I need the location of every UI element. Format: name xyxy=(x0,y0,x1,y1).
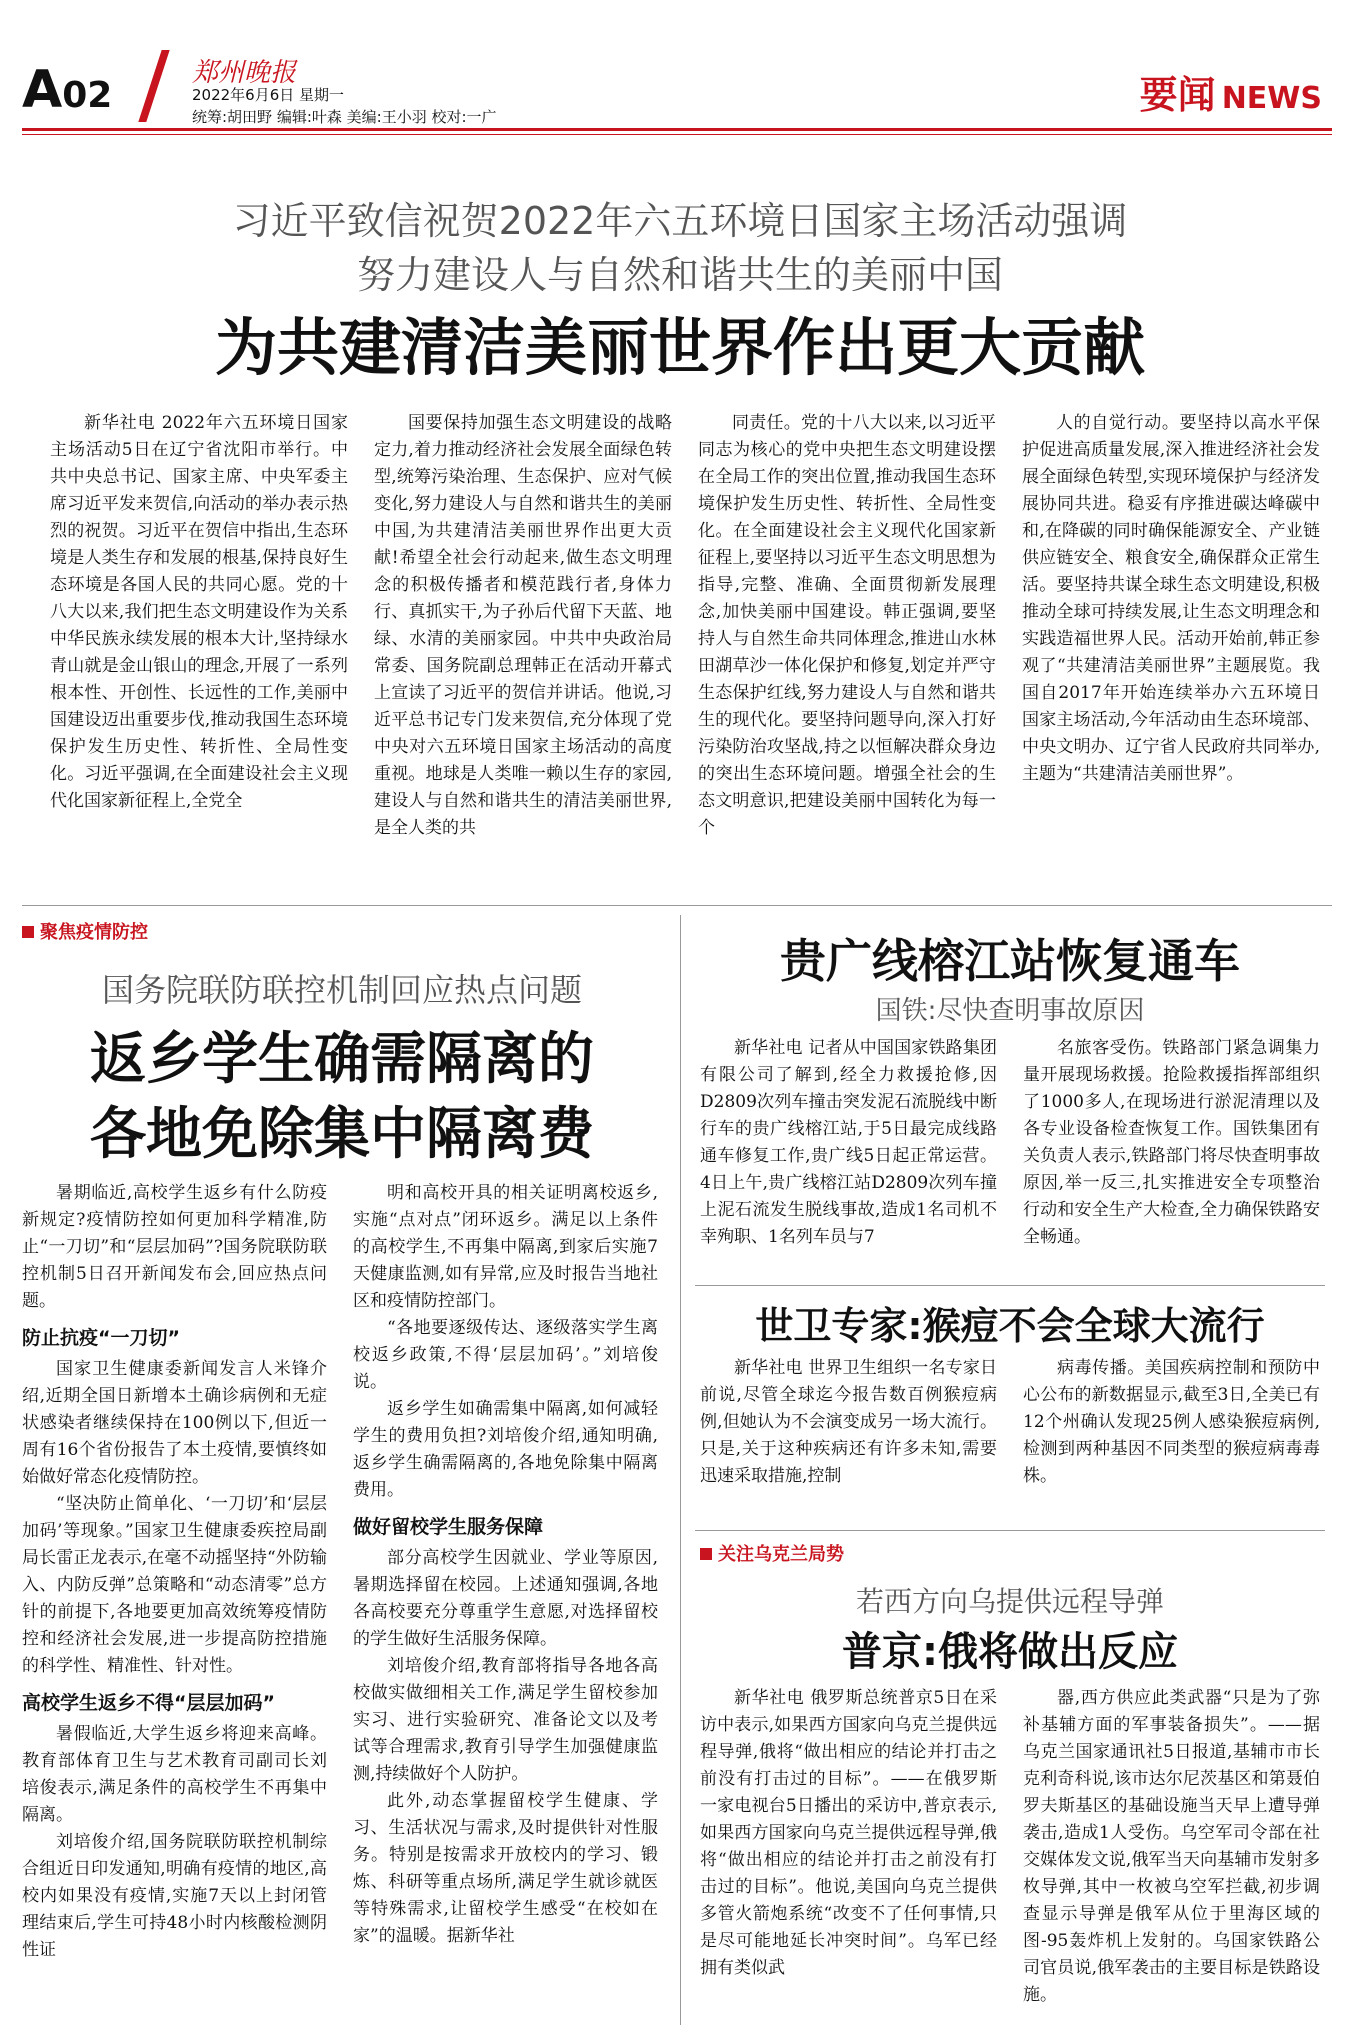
left-kicker: 国务院联防联控机制回应热点问题 xyxy=(101,971,582,1009)
top-kicker-1: 习近平致信祝贺2022年六五环境日国家主场活动强调 xyxy=(232,199,1128,243)
top-col-2: 国要保持加强生态文明建设的战略定力,着力推动经济社会发展全面绿色转型,统筹污染治理、生态保护、应对气候变化,努力建设人与自然和谐共生的美丽中国,为共建清洁美丽世界作出更大贡献!希望全社会行动起来,做生态文明理念的积极传播者和模范践行者,身体力行、真抓实干,为子孙后代留下天蓝、地绿、水清的美丽家园。中共中央政治局常委、国务院副总理韩正在活动开幕式上宣读了习近平的贺信并讲话。他说,习近平总书记专门发来贺信,充分体现了党中央对六五环境日国家主场活动的高度重视。地球是人类唯一赖以生存的家园,建设人与自然和谐共生的清洁美丽世界,是全人类的共 xyxy=(374,413,672,838)
left-col-2: 明和高校开具的相关证明离校返乡,实施“点对点”闭环返乡。满足以上条件的高校学生,不再集中隔离,到家后实施7天健康监测,如有异常,应及时报告当地社区和疫情防控部门。 “各地要逐级传达、逐级落实学生离校返乡政策,不得‘层层加码’。”刘培俊说。 返乡学生如确需集中隔离,如何减轻学生的费用负担?刘培俊介绍,通知明确,返乡学生确需隔离的,各地免除集中隔离费用。 做好留校学生服务保障 部分高校学生因就业、学业等原因,暑期选择留在校园。上述通知强调,各地各高校要充分尊重学生意愿,对选择留校的学生做好生活服务保障。 刘培俊介绍,教育部将指导各地各高校做实做细相关工作,满足学生留校参加实习、进行实验研究、准备论文以及考试等合理需求,教育引导学生加强健康监测,持续做好个人防护。 此外,动态掌握留校学生健康、学习、生活状况与需求,及时提供针对性服务。特别是按需求开放校内的学习、锻炼、科研等重点场所,满足学生就诊就医等特殊需求,让留校学生感受“在校如在家”的温暖。据新华社 xyxy=(353,1183,658,1946)
page-header xyxy=(22,50,1332,130)
left-col-1: 暑期临近,高校学生返乡有什么防疫新规定?疫情防控如何更加科学精准,防止“一刀切”和“层层加码”?国务院联防联控机制5日召开新闻发布会,回应热点问题。 防止抗疫“一刀切” 国家卫生健康委新闻发言人米锋介绍,近期全国日新增本土确诊病例和无症状感染者继续保持在100例以下,但近一周有16个省份报告了本土疫情,要慎终如始做好常态化疫情防控。 “坚决防止简单化、‘一刀切’和‘层层加码’等现象。”国家卫生健康委疾控局副局长雷正龙表示,在毫不动摇坚持“外防输入、内防反弹”总策略和“动态清零”总方针的前提下,各地要更加高效统筹疫情防控和经济社会发展,进一步提高防控措施的科学性、精准性、针对性。 高校学生返乡不得“层层加码” 暑假临近,大学生返乡将迎来高峰。教育部体育卫生与艺术教育司副司长刘培俊表示,满足条件的高校学生不再集中隔离。 刘培俊介绍,国务院联防联控机制综合组近日印发通知,明确有疫情的地区,高校内如果没有疫情,实施7天以上封闭管理结束后,学生可持48小时内核酸检测阴性证 xyxy=(22,1183,327,1960)
header-rule xyxy=(22,128,1332,131)
right2-col-1: 新华社电 世界卫生组织一名专家日前说,尽管全球迄今报告数百例猴痘病例,但她认为不会演变成另一场大流行。只是,关于这种疾病还有许多未知,需要迅速采取措施,控制 xyxy=(700,1358,997,1486)
top-kicker-2: 努力建设人与自然和谐共生的美丽中国 xyxy=(356,253,1003,297)
left-headline-2: 各地免除集中隔离费 xyxy=(90,1102,594,1167)
divider xyxy=(22,905,1332,906)
top-headline: 为共建清洁美丽世界作出更大贡献 xyxy=(214,311,1145,384)
header-rule-thin xyxy=(22,134,1332,135)
issue-date: 2022年6月6日 星期一 xyxy=(192,86,345,104)
right2-col-2: 病毒传播。美国疾病控制和预防中心公布的新数据显示,截至3日,全美已有12个州确认发现25例人感染猴痘病例,检测到两种基因不同类型的猴痘病毒毒株。 xyxy=(1023,1358,1320,1486)
top-story-body xyxy=(50,410,1320,842)
left-headline-1: 返乡学生确需隔离的 xyxy=(90,1027,594,1092)
divider xyxy=(695,1530,1325,1531)
staff-credits: 统筹:胡田野 编辑:叶森 美编:王小羽 校对:一广 xyxy=(192,108,497,126)
right1-headline: 贵广线榕江站恢复通车 xyxy=(780,934,1240,988)
section-tag-ukraine: 关注乌克兰局势 xyxy=(700,1540,844,1566)
newspaper-logo: 郑州晚报 xyxy=(192,58,297,88)
right1-kicker: 国铁:尽快查明事故原因 xyxy=(875,996,1145,1026)
right2-body xyxy=(700,1355,1320,1490)
right3-kicker: 若西方向乌提供远程导弹 xyxy=(855,1585,1164,1618)
header-slash xyxy=(138,50,169,122)
right1-col-1: 新华社电 记者从中国国家铁路集团有限公司了解到,经全力救援抢修,因D2809次列车撞击突发泥石流脱线中断行车的贵广线榕江站,于5日最完成线路通车修复工作,贵广线5日起正常运营。4日上午,贵广线榕江站D2809次列车撞上泥石流发生脱线事故,造成1名司机不幸殉职、1名列车员与7 xyxy=(700,1038,997,1247)
page-number: A02 xyxy=(22,60,113,120)
subhead: 防止抗疫“一刀切” xyxy=(22,1327,180,1349)
right1-col-2: 名旅客受伤。铁路部门紧急调集力量开展现场救援。抢险救援指挥部组织了1000多人,在现场进行淤泥清理以及各专业设备检查恢复工作。国铁集团有关负责人表示,铁路部门将尽快查明事故原因,举一反三,扎实推进安全专项整治行动和安全生产大检查,全力确保铁路安全畅通。 xyxy=(1023,1038,1320,1247)
subhead: 高校学生返乡不得“层层加码” xyxy=(22,1692,275,1714)
section-tag-epidemic: 聚焦疫情防控 xyxy=(22,918,148,944)
subhead: 做好留校学生服务保障 xyxy=(353,1516,544,1538)
right2-headline: 世卫专家:猴痘不会全球大流行 xyxy=(755,1304,1265,1348)
section-label: 要闻 NEWS xyxy=(1140,64,1322,119)
divider xyxy=(695,1285,1325,1286)
top-col-1: 新华社电 2022年六五环境日国家主场活动5日在辽宁省沈阳市举行。中共中央总书记、国家主席、中央军委主席习近平发来贺信,向活动的举办表示热烈的祝贺。习近平在贺信中指出,生态环境是人类生存和发展的根基,保持良好生态环境是各国人民的共同心愿。党的十八大以来,我们把生态文明建设作为关系中华民族永续发展的根本大计,坚持绿水青山就是金山银山的理念,开展了一系列根本性、开创性、长远性的工作,美丽中国建设迈出重要步伐,推动我国生态环境保护发生历史性、转折性、全局性变化。习近平强调,在全面建设社会主义现代化国家新征程上,全党全 xyxy=(50,413,348,811)
top-col-3: 同责任。党的十八大以来,以习近平同志为核心的党中央把生态文明建设摆在全局工作的突出位置,推动我国生态环境保护发生历史性、转折性、全局性变化。在全面建设社会主义现代化国家新征程上,要坚持以习近平生态文明思想为指导,完整、准确、全面贯彻新发展理念,加快美丽中国建设。韩正强调,要坚持人与自然生命共同体理念,推进山水林田湖草沙一体化保护和修复,划定并严守生态保护红线,努力建设人与自然和谐共生的现代化。要坚持问题导向,深入打好污染防治攻坚战,持之以恒解决群众身边的突出生态环境问题。增强全社会的生态文明意识,把建设美丽中国转化为每一个 xyxy=(698,413,996,838)
right3-col-2: 器,西方供应此类武器“只是为了弥补基辅方面的军事装备损失”。——据乌克兰国家通讯社5日报道,基辅市市长克利奇科说,该市达尔尼茨基区和第聂伯罗夫斯基区的基础设施当天早上遭导弹袭击,造成1人受伤。乌空军司令部在社交媒体发文说,俄军当天向基辅市发射多枚导弹,其中一枚被乌空军拦截,初步调查显示导弹是俄军从位于里海区域的图-95轰炸机上发射的。乌国家铁路公司官员说,俄军袭击的主要目标是铁路设施。 xyxy=(1023,1688,1320,2005)
column-divider xyxy=(680,915,681,2025)
right3-col-1: 新华社电 俄罗斯总统普京5日在采访中表示,如果西方国家向乌克兰提供远程导弹,俄将“做出相应的结论并打击之前没有打击过的目标”。——在俄罗斯一家电视台5日播出的采访中,普京表示,如果西方国家向乌克兰提供远程导弹,俄将“做出相应的结论并打击之前没有打击过的目标”。他说,美国向乌克兰提供多管火箭炮系统“改变不了任何事情,只是尽可能地延长冲突时间”。乌军已经拥有类似武 xyxy=(700,1688,997,1978)
right3-headline: 普京:俄将做出反应 xyxy=(842,1629,1178,1675)
right1-body xyxy=(700,1035,1320,1251)
left-story-body xyxy=(22,1180,662,1964)
top-col-4: 人的自觉行动。要坚持以高水平保护促进高质量发展,深入推进经济社会发展全面绿色转型,实现环境保护与经济发展协同共进。稳妥有序推进碳达峰碳中和,在降碳的同时确保能源安全、产业链供应链安全、粮食安全,确保群众正常生活。要坚持共谋全球生态文明建设,积极推动全球可持续发展,让生态文明理念和实践造福世界人民。活动开始前,韩正参观了“共建清洁美丽世界”主题展览。我国自2017年开始连续举办六五环境日国家主场活动,今年活动由生态环境部、中央文明办、辽宁省人民政府共同举办,主题为“共建清洁美丽世界”。 xyxy=(1022,413,1320,784)
right3-body xyxy=(700,1685,1320,2009)
